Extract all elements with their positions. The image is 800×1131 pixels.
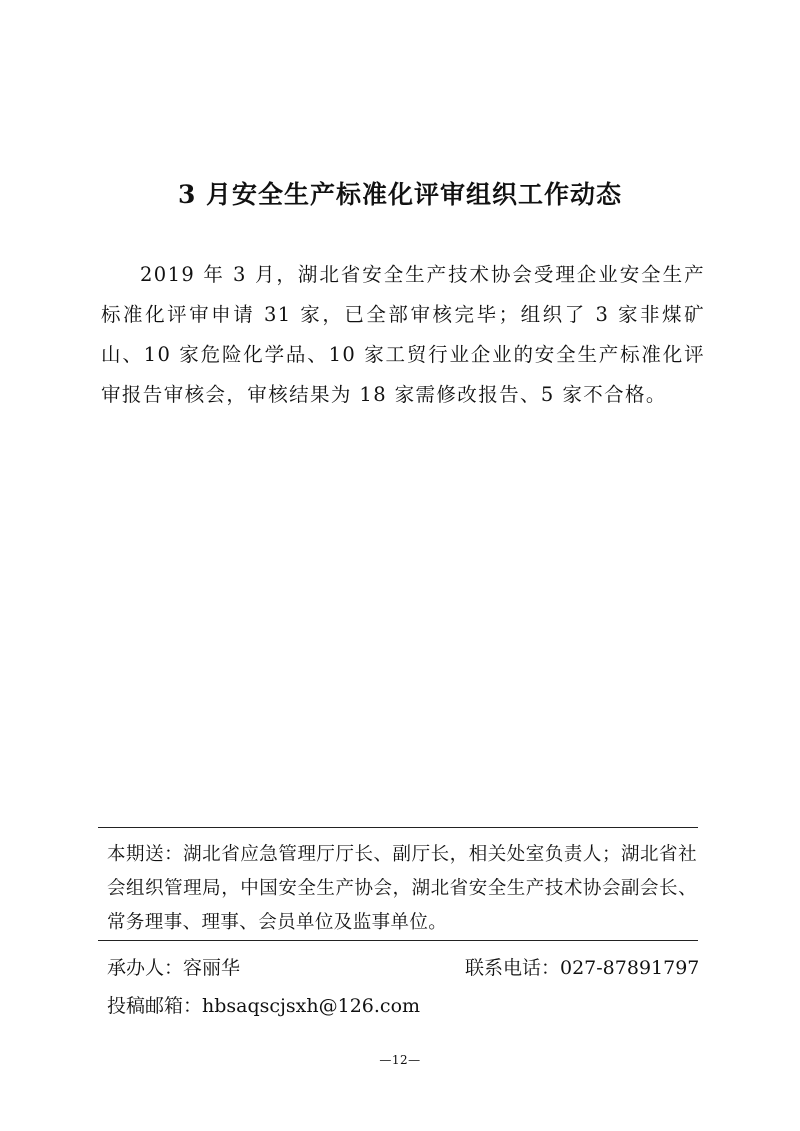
contact-phone: 联系电话：027-87891797 — [465, 957, 700, 979]
distribution-list: 本期送：湖北省应急管理厅厅长、副厅长，相关处室负责人；湖北省社会组织管理局，中国安全生产协会，湖北省安全生产技术协会副会长、常务理事、理事、会员单位及监事单位。 — [107, 844, 697, 933]
page-title: 3 月安全生产标准化评审组织工作动态 — [177, 180, 623, 209]
footer-top-divider — [98, 827, 698, 828]
page-number: —12— — [379, 1053, 421, 1067]
footer-bottom-divider — [98, 940, 698, 941]
handler-info: 承办人：容丽华 — [107, 957, 241, 979]
submission-email: 投稿邮箱：hbsaqscjsxh@126.com — [107, 995, 421, 1017]
body-paragraph: 2019 年 3 月，湖北省安全生产技术协会受理企业安全生产标准化评审申请 31 家，已全部审核完毕；组织了 3 家非煤矿山、10 家危险化学品、10 家工贸行业企业的安全生产标准化评审报告审核会，审核结果为 18 家需修改报告、5 家不合格。 — [101, 263, 705, 406]
